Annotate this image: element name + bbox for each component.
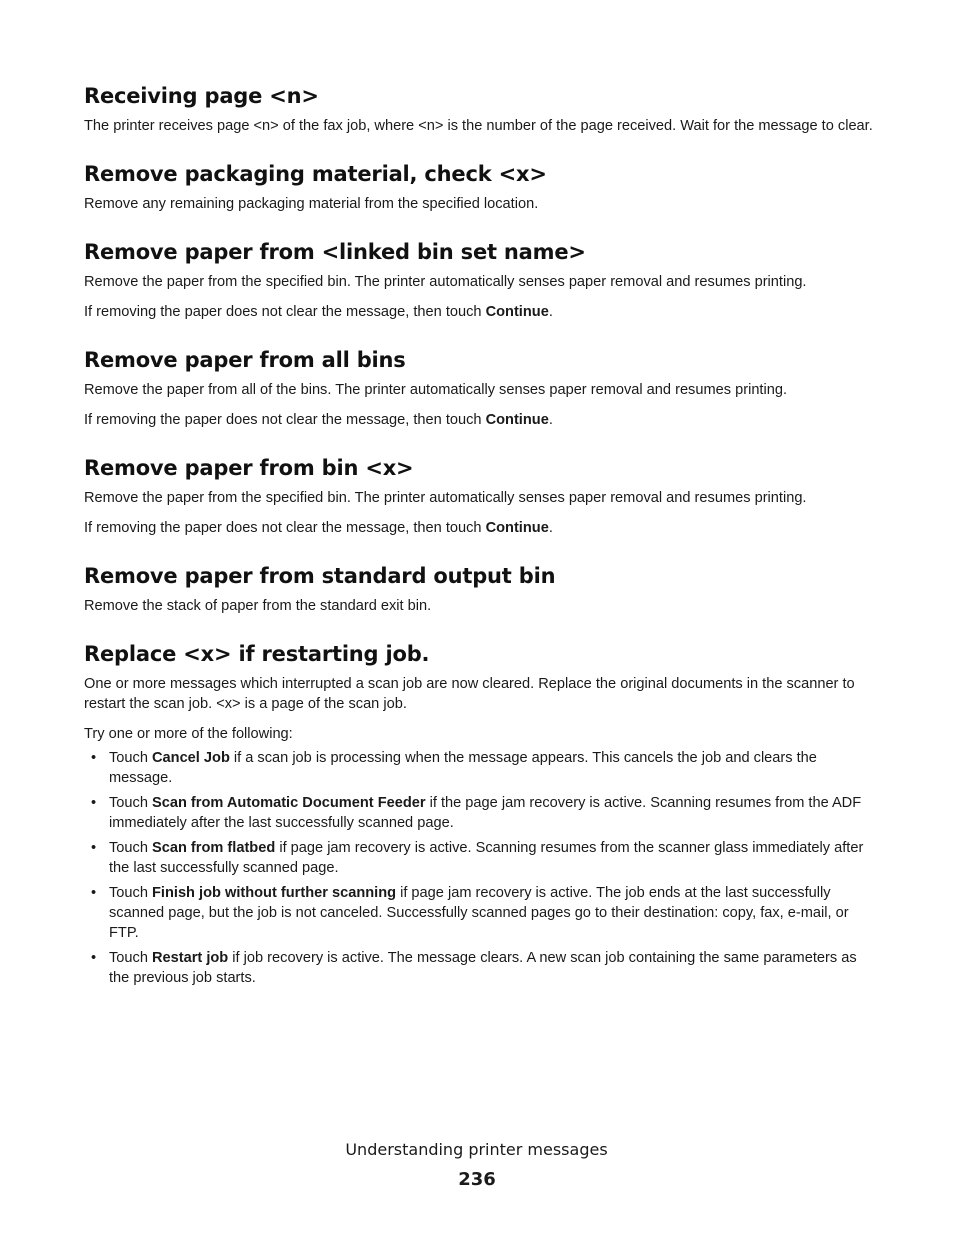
page-content [84,82,874,1012]
item-text-end: if the page jam recovery is active. Scanning resumes from the ADF immediately after the last successfully scanned page. [109,795,862,831]
section-remove-packaging [84,160,874,214]
bullet-icon: • [91,750,97,766]
item-text-end: if page jam recovery is active. Scanning resumes from the scanner glass immediately after the last successfully scanned page. [109,840,864,876]
list-item [84,793,874,833]
note-text: If removing the paper does not clear the message, then touch [84,304,486,320]
section-paragraph: Remove the stack of paper from the standard exit bin. [84,598,432,614]
section-heading: Remove paper from all bins [84,348,406,372]
bullet-icon: • [91,795,97,811]
option-label: Cancel Job [152,750,230,766]
section-heading: Receiving page <n> [84,84,319,108]
option-label: Finish job without further scanning [152,885,397,901]
footer-title: Understanding printer messages [345,1140,608,1159]
section-heading: Remove packaging material, check <x> [84,162,547,186]
item-text-end: if job recovery is active. The message clears. A new scan job containing the same parameters as the previous job starts. [109,950,857,986]
section-paragraph: Remove the paper from the specified bin. The printer automatically senses paper removal and resumes printing. [84,274,807,290]
bullet-icon: • [91,950,97,966]
list-item [84,748,874,788]
option-label: Scan from Automatic Document Feeder [152,795,426,811]
section-paragraph: Try one or more of the following: [84,726,293,742]
continue-label: Continue [485,412,549,428]
item-text: Touch [109,950,152,966]
section-paragraph: Remove the paper from the specified bin. The printer automatically senses paper removal and resumes printing. [84,490,807,506]
page-footer [0,1139,954,1193]
section-heading: Remove paper from standard output bin [84,564,556,588]
section-heading: Remove paper from <linked bin set name> [84,240,586,264]
page-number: 236 [458,1169,496,1190]
list-item [84,948,874,988]
note-text: If removing the paper does not clear the message, then touch [84,412,486,428]
section-heading: Replace <x> if restarting job. [84,642,430,666]
list-item [84,838,874,878]
option-label: Restart job [152,950,229,966]
section-receiving-page [84,82,874,136]
note-text: If removing the paper does not clear the message, then touch [84,520,486,536]
section-paragraph: The printer receives page <n> of the fax job, where <n> is the number of the page received. Wait for the message to clear. [84,118,873,134]
note-text-end: . [548,304,553,320]
section-note [84,518,874,538]
note-text-end: . [548,520,553,536]
continue-label: Continue [485,304,549,320]
note-text-end: . [548,412,553,428]
section-replace-restarting-job [84,640,874,988]
item-text: Touch [109,840,152,856]
section-paragraph: One or more messages which interrupted a scan job are now cleared. Replace the original documents in the scanner to restart the scan job. <x> is a page of the scan job. [84,676,855,712]
option-label: Scan from flatbed [152,840,276,856]
list-item [84,883,874,943]
section-paragraph: Remove any remaining packaging material from the specified location. [84,196,539,212]
section-paragraph: Remove the paper from all of the bins. The printer automatically senses paper removal and resumes printing. [84,382,788,398]
item-text-end: if page jam recovery is active. The job ends at the last successfully scanned page, but the job is not canceled. Successfully scanned pages go to their destination: copy, fax, e-mail, or FTP. [109,885,849,941]
item-text-end: if a scan job is processing when the message appears. This cancels the job and clears the message. [109,750,817,786]
options-list [84,748,874,988]
section-remove-all-bins [84,346,874,430]
continue-label: Continue [485,520,549,536]
section-remove-linked-bin [84,238,874,322]
bullet-icon: • [91,885,97,901]
item-text: Touch [109,750,152,766]
item-text: Touch [109,795,152,811]
section-remove-bin-x [84,454,874,538]
bullet-icon: • [91,840,97,856]
section-remove-standard-bin [84,562,874,616]
section-note [84,302,874,322]
item-text: Touch [109,885,152,901]
section-heading: Remove paper from bin <x> [84,456,414,480]
section-note [84,410,874,430]
